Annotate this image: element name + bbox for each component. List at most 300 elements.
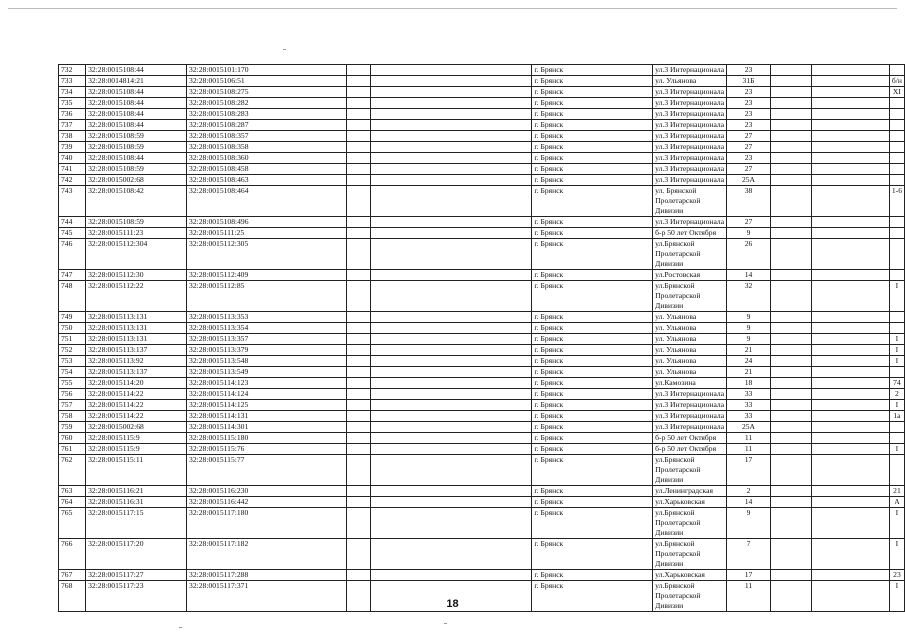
object-cadastral-number-cell: 32:28:0015108:282 xyxy=(187,98,347,109)
table-row xyxy=(59,164,905,175)
land-cadastral-number-cell: 32:28:0015114:22 xyxy=(86,389,187,400)
street-cell: б-р 50 лет Октября xyxy=(653,433,727,444)
house-number-cell: 2 xyxy=(727,486,771,497)
land-cadastral-number-cell: 32:28:0015002:68 xyxy=(86,175,187,186)
empty-cell xyxy=(371,389,532,400)
unit-cell xyxy=(889,323,904,334)
empty-cell xyxy=(371,98,532,109)
row-number-cell: 759 xyxy=(59,422,86,433)
table-row xyxy=(59,312,905,323)
unit-cell: I xyxy=(889,508,904,539)
empty-cell xyxy=(371,109,532,120)
empty-cell xyxy=(347,508,371,539)
house-number-cell: 38 xyxy=(727,186,771,217)
street-cell: ул.Ростовская xyxy=(653,270,727,281)
object-cadastral-number-cell: 32:28:0015114:301 xyxy=(187,422,347,433)
house-number-cell: 25А xyxy=(727,175,771,186)
street-cell: ул.3 Интернационала xyxy=(653,400,727,411)
unit-cell xyxy=(889,422,904,433)
unit-cell: 23 xyxy=(889,570,904,581)
row-number-cell: 763 xyxy=(59,486,86,497)
street-cell: ул.Харьковская xyxy=(653,570,727,581)
table-row xyxy=(59,65,905,76)
empty-cell xyxy=(371,378,532,389)
empty-cell xyxy=(347,497,371,508)
empty-cell xyxy=(811,508,889,539)
city-cell: г. Брянск xyxy=(532,508,653,539)
house-number-cell: 9 xyxy=(727,323,771,334)
table-row xyxy=(59,378,905,389)
empty-cell xyxy=(770,422,811,433)
scan-speck xyxy=(283,49,286,50)
object-cadastral-number-cell: 32:28:0015108:464 xyxy=(187,186,347,217)
object-cadastral-number-cell: 32:28:0015111:25 xyxy=(187,228,347,239)
empty-cell xyxy=(770,175,811,186)
row-number-cell: 734 xyxy=(59,87,86,98)
land-cadastral-number-cell: 32:28:0015115:11 xyxy=(86,455,187,486)
street-cell: б-р 50 лет Октября xyxy=(653,444,727,455)
unit-cell xyxy=(889,131,904,142)
empty-cell xyxy=(770,539,811,570)
empty-cell xyxy=(770,164,811,175)
row-number-cell: 748 xyxy=(59,281,86,312)
empty-cell xyxy=(347,539,371,570)
empty-cell xyxy=(770,378,811,389)
row-number-cell: 743 xyxy=(59,186,86,217)
table-row xyxy=(59,356,905,367)
street-cell: ул. Ульянова xyxy=(653,312,727,323)
row-number-cell: 733 xyxy=(59,76,86,87)
land-cadastral-number-cell: 32:28:0015116:31 xyxy=(86,497,187,508)
table-row xyxy=(59,98,905,109)
city-cell: г. Брянск xyxy=(532,581,653,612)
unit-cell xyxy=(889,98,904,109)
street-cell: ул.3 Интернационала xyxy=(653,389,727,400)
house-number-cell: 33 xyxy=(727,411,771,422)
empty-cell xyxy=(347,239,371,270)
house-number-cell: 27 xyxy=(727,131,771,142)
unit-cell: 2 xyxy=(889,389,904,400)
empty-cell xyxy=(811,281,889,312)
land-cadastral-number-cell: 32:28:0015113:137 xyxy=(86,367,187,378)
street-cell: ул.Ленинградская xyxy=(653,486,727,497)
row-number-cell: 756 xyxy=(59,389,86,400)
city-cell: г. Брянск xyxy=(532,433,653,444)
empty-cell xyxy=(770,508,811,539)
empty-cell xyxy=(811,378,889,389)
house-number-cell: 11 xyxy=(727,444,771,455)
empty-cell xyxy=(770,570,811,581)
table-row xyxy=(59,109,905,120)
unit-cell xyxy=(889,65,904,76)
street-cell: ул.3 Интернационала xyxy=(653,98,727,109)
empty-cell xyxy=(347,76,371,87)
object-cadastral-number-cell: 32:28:0015117:180 xyxy=(187,508,347,539)
empty-cell xyxy=(347,433,371,444)
house-number-cell: 14 xyxy=(727,497,771,508)
land-cadastral-number-cell: 32:28:0015108:44 xyxy=(86,98,187,109)
unit-cell xyxy=(889,455,904,486)
unit-cell xyxy=(889,367,904,378)
object-cadastral-number-cell: 32:28:0015115:76 xyxy=(187,444,347,455)
scan-speck xyxy=(179,627,182,628)
empty-cell xyxy=(371,217,532,228)
house-number-cell: 33 xyxy=(727,389,771,400)
table-row xyxy=(59,175,905,186)
table-row xyxy=(59,334,905,345)
house-number-cell: 14 xyxy=(727,270,771,281)
table-row xyxy=(59,508,905,539)
land-cadastral-number-cell: 32:28:0015108:59 xyxy=(86,217,187,228)
object-cadastral-number-cell: 32:28:0015108:496 xyxy=(187,217,347,228)
city-cell: г. Брянск xyxy=(532,345,653,356)
unit-cell xyxy=(889,312,904,323)
empty-cell xyxy=(770,217,811,228)
street-cell: ул. Брянской Пролетарской Дивизии xyxy=(653,186,727,217)
empty-cell xyxy=(811,142,889,153)
city-cell: г. Брянск xyxy=(532,389,653,400)
object-cadastral-number-cell: 32:28:0015108:357 xyxy=(187,131,347,142)
land-cadastral-number-cell: 32:28:0015108:44 xyxy=(86,120,187,131)
table-row xyxy=(59,389,905,400)
empty-cell xyxy=(770,334,811,345)
empty-cell xyxy=(347,389,371,400)
unit-cell xyxy=(889,270,904,281)
house-number-cell: 23 xyxy=(727,120,771,131)
city-cell: г. Брянск xyxy=(532,65,653,76)
property-register-table xyxy=(58,64,905,612)
unit-cell: I xyxy=(889,444,904,455)
unit-cell: 21 xyxy=(889,486,904,497)
house-number-cell: 33 xyxy=(727,400,771,411)
empty-cell xyxy=(811,186,889,217)
empty-cell xyxy=(770,411,811,422)
unit-cell xyxy=(889,175,904,186)
land-cadastral-number-cell: 32:28:0015108:44 xyxy=(86,109,187,120)
land-cadastral-number-cell: 32:28:0015112:304 xyxy=(86,239,187,270)
city-cell: г. Брянск xyxy=(532,270,653,281)
empty-cell xyxy=(811,422,889,433)
house-number-cell: 23 xyxy=(727,98,771,109)
empty-cell xyxy=(811,98,889,109)
unit-cell: 74 xyxy=(889,378,904,389)
table-row xyxy=(59,186,905,217)
empty-cell xyxy=(371,334,532,345)
table-row xyxy=(59,281,905,312)
city-cell: г. Брянск xyxy=(532,497,653,508)
land-cadastral-number-cell: 32:28:0015117:27 xyxy=(86,570,187,581)
empty-cell xyxy=(811,497,889,508)
row-number-cell: 768 xyxy=(59,581,86,612)
empty-cell xyxy=(770,153,811,164)
city-cell: г. Брянск xyxy=(532,186,653,217)
empty-cell xyxy=(811,334,889,345)
empty-cell xyxy=(770,76,811,87)
empty-cell xyxy=(371,228,532,239)
table-row xyxy=(59,455,905,486)
house-number-cell: 26 xyxy=(727,239,771,270)
object-cadastral-number-cell: 32:28:0015108:283 xyxy=(187,109,347,120)
empty-cell xyxy=(811,270,889,281)
unit-cell xyxy=(889,217,904,228)
empty-cell xyxy=(347,109,371,120)
house-number-cell: 31Б xyxy=(727,76,771,87)
city-cell: г. Брянск xyxy=(532,422,653,433)
empty-cell xyxy=(811,76,889,87)
land-cadastral-number-cell: 32:28:0015108:59 xyxy=(86,164,187,175)
land-cadastral-number-cell: 32:28:0015113:131 xyxy=(86,323,187,334)
land-cadastral-number-cell: 32:28:0015112:30 xyxy=(86,270,187,281)
empty-cell xyxy=(811,323,889,334)
city-cell: г. Брянск xyxy=(532,98,653,109)
street-cell: б-р 50 лет Октября xyxy=(653,228,727,239)
empty-cell xyxy=(371,87,532,98)
house-number-cell: 23 xyxy=(727,87,771,98)
empty-cell xyxy=(811,400,889,411)
street-cell: ул.3 Интернационала xyxy=(653,120,727,131)
land-cadastral-number-cell: 32:28:0015117:23 xyxy=(86,581,187,612)
unit-cell: А xyxy=(889,497,904,508)
city-cell: г. Брянск xyxy=(532,444,653,455)
empty-cell xyxy=(770,389,811,400)
empty-cell xyxy=(347,164,371,175)
unit-cell xyxy=(889,228,904,239)
empty-cell xyxy=(770,455,811,486)
city-cell: г. Брянск xyxy=(532,411,653,422)
object-cadastral-number-cell: 32:28:0015117:288 xyxy=(187,570,347,581)
scan-speck xyxy=(444,623,447,624)
row-number-cell: 754 xyxy=(59,367,86,378)
empty-cell xyxy=(371,76,532,87)
table-row xyxy=(59,76,905,87)
table-row xyxy=(59,411,905,422)
unit-cell: I xyxy=(889,539,904,570)
land-cadastral-number-cell: 32:28:0015113:131 xyxy=(86,312,187,323)
house-number-cell: 9 xyxy=(727,334,771,345)
empty-cell xyxy=(770,345,811,356)
row-number-cell: 753 xyxy=(59,356,86,367)
land-cadastral-number-cell: 32:28:0015108:59 xyxy=(86,131,187,142)
empty-cell xyxy=(811,345,889,356)
street-cell: ул.Брянской Пролетарской Дивизии xyxy=(653,581,727,612)
row-number-cell: 741 xyxy=(59,164,86,175)
empty-cell xyxy=(811,120,889,131)
empty-cell xyxy=(347,217,371,228)
empty-cell xyxy=(371,444,532,455)
table-row xyxy=(59,345,905,356)
empty-cell xyxy=(811,411,889,422)
empty-cell xyxy=(811,389,889,400)
unit-cell xyxy=(889,239,904,270)
house-number-cell: 24 xyxy=(727,356,771,367)
city-cell: г. Брянск xyxy=(532,334,653,345)
land-cadastral-number-cell: 32:28:0015108:44 xyxy=(86,65,187,76)
land-cadastral-number-cell: 32:28:0015112:22 xyxy=(86,281,187,312)
empty-cell xyxy=(371,270,532,281)
city-cell: г. Брянск xyxy=(532,239,653,270)
empty-cell xyxy=(347,367,371,378)
table-row xyxy=(59,444,905,455)
street-cell: ул. Ульянова xyxy=(653,367,727,378)
empty-cell xyxy=(770,120,811,131)
row-number-cell: 760 xyxy=(59,433,86,444)
house-number-cell: 18 xyxy=(727,378,771,389)
empty-cell xyxy=(811,444,889,455)
object-cadastral-number-cell: 32:28:0015117:182 xyxy=(187,539,347,570)
city-cell: г. Брянск xyxy=(532,367,653,378)
empty-cell xyxy=(347,455,371,486)
house-number-cell: 11 xyxy=(727,581,771,612)
street-cell: ул.Брянской Пролетарской Дивизии xyxy=(653,281,727,312)
empty-cell xyxy=(371,570,532,581)
unit-cell xyxy=(889,164,904,175)
object-cadastral-number-cell: 32:28:0015116:442 xyxy=(187,497,347,508)
street-cell: ул.Брянской Пролетарской Дивизии xyxy=(653,239,727,270)
city-cell: г. Брянск xyxy=(532,120,653,131)
empty-cell xyxy=(347,334,371,345)
page-number: 18 xyxy=(446,598,459,610)
table-row xyxy=(59,131,905,142)
object-cadastral-number-cell: 32:28:0015113:549 xyxy=(187,367,347,378)
empty-cell xyxy=(371,239,532,270)
street-cell: ул.3 Интернационала xyxy=(653,217,727,228)
street-cell: ул.Брянской Пролетарской Дивизии xyxy=(653,455,727,486)
street-cell: ул.3 Интернационала xyxy=(653,153,727,164)
unit-cell: I xyxy=(889,345,904,356)
empty-cell xyxy=(371,367,532,378)
object-cadastral-number-cell: 32:28:0015114:131 xyxy=(187,411,347,422)
empty-cell xyxy=(347,142,371,153)
unit-cell xyxy=(889,153,904,164)
empty-cell xyxy=(371,164,532,175)
empty-cell xyxy=(371,356,532,367)
table-row xyxy=(59,228,905,239)
empty-cell xyxy=(770,228,811,239)
empty-cell xyxy=(347,356,371,367)
city-cell: г. Брянск xyxy=(532,312,653,323)
object-cadastral-number-cell: 32:28:0015108:458 xyxy=(187,164,347,175)
row-number-cell: 740 xyxy=(59,153,86,164)
object-cadastral-number-cell: 32:28:0015112:409 xyxy=(187,270,347,281)
land-cadastral-number-cell: 32:28:0015113:137 xyxy=(86,345,187,356)
city-cell: г. Брянск xyxy=(532,356,653,367)
empty-cell xyxy=(811,539,889,570)
row-number-cell: 761 xyxy=(59,444,86,455)
empty-cell xyxy=(811,109,889,120)
city-cell: г. Брянск xyxy=(532,153,653,164)
city-cell: г. Брянск xyxy=(532,131,653,142)
empty-cell xyxy=(347,98,371,109)
land-cadastral-number-cell: 32:28:0015108:44 xyxy=(86,153,187,164)
object-cadastral-number-cell: 32:28:0015116:230 xyxy=(187,486,347,497)
object-cadastral-number-cell: 32:28:0015108:358 xyxy=(187,142,347,153)
table-row xyxy=(59,120,905,131)
object-cadastral-number-cell: 32:28:0015112:305 xyxy=(187,239,347,270)
empty-cell xyxy=(770,270,811,281)
empty-cell xyxy=(770,323,811,334)
city-cell: г. Брянск xyxy=(532,378,653,389)
city-cell: г. Брянск xyxy=(532,400,653,411)
house-number-cell: 27 xyxy=(727,164,771,175)
street-cell: ул. Ульянова xyxy=(653,323,727,334)
street-cell: ул. Ульянова xyxy=(653,345,727,356)
empty-cell xyxy=(811,131,889,142)
city-cell: г. Брянск xyxy=(532,228,653,239)
city-cell: г. Брянск xyxy=(532,539,653,570)
empty-cell xyxy=(770,312,811,323)
object-cadastral-number-cell: 32:28:0015113:353 xyxy=(187,312,347,323)
land-cadastral-number-cell: 32:28:0015115:9 xyxy=(86,444,187,455)
empty-cell xyxy=(347,345,371,356)
house-number-cell: 32 xyxy=(727,281,771,312)
empty-cell xyxy=(347,65,371,76)
house-number-cell: 9 xyxy=(727,228,771,239)
unit-cell: I xyxy=(889,356,904,367)
empty-cell xyxy=(347,153,371,164)
unit-cell: б/н xyxy=(889,76,904,87)
object-cadastral-number-cell: 32:28:0015106:51 xyxy=(187,76,347,87)
empty-cell xyxy=(770,400,811,411)
empty-cell xyxy=(347,323,371,334)
house-number-cell: 11 xyxy=(727,433,771,444)
empty-cell xyxy=(371,142,532,153)
empty-cell xyxy=(347,281,371,312)
empty-cell xyxy=(347,570,371,581)
empty-cell xyxy=(371,120,532,131)
city-cell: г. Брянск xyxy=(532,486,653,497)
empty-cell xyxy=(371,345,532,356)
empty-cell xyxy=(347,186,371,217)
unit-cell: 1а xyxy=(889,411,904,422)
empty-cell xyxy=(770,109,811,120)
table-row xyxy=(59,433,905,444)
row-number-cell: 745 xyxy=(59,228,86,239)
empty-cell xyxy=(770,131,811,142)
empty-cell xyxy=(770,65,811,76)
empty-cell xyxy=(371,400,532,411)
empty-cell xyxy=(347,444,371,455)
city-cell: г. Брянск xyxy=(532,323,653,334)
empty-cell xyxy=(770,497,811,508)
unit-cell xyxy=(889,142,904,153)
empty-cell xyxy=(811,153,889,164)
house-number-cell: 27 xyxy=(727,217,771,228)
house-number-cell: 25А xyxy=(727,422,771,433)
empty-cell xyxy=(371,153,532,164)
empty-cell xyxy=(347,411,371,422)
city-cell: г. Брянск xyxy=(532,87,653,98)
house-number-cell: 21 xyxy=(727,367,771,378)
unit-cell: 1-6 xyxy=(889,186,904,217)
empty-cell xyxy=(770,186,811,217)
empty-cell xyxy=(371,455,532,486)
house-number-cell: 9 xyxy=(727,508,771,539)
object-cadastral-number-cell: 32:28:0015108:463 xyxy=(187,175,347,186)
empty-cell xyxy=(347,131,371,142)
row-number-cell: 758 xyxy=(59,411,86,422)
land-cadastral-number-cell: 32:28:0015117:15 xyxy=(86,508,187,539)
land-cadastral-number-cell: 32:28:0015108:44 xyxy=(86,87,187,98)
empty-cell xyxy=(770,87,811,98)
row-number-cell: 757 xyxy=(59,400,86,411)
house-number-cell: 17 xyxy=(727,455,771,486)
empty-cell xyxy=(371,175,532,186)
empty-cell xyxy=(371,65,532,76)
house-number-cell: 23 xyxy=(727,109,771,120)
row-number-cell: 746 xyxy=(59,239,86,270)
table-row xyxy=(59,400,905,411)
row-number-cell: 766 xyxy=(59,539,86,570)
